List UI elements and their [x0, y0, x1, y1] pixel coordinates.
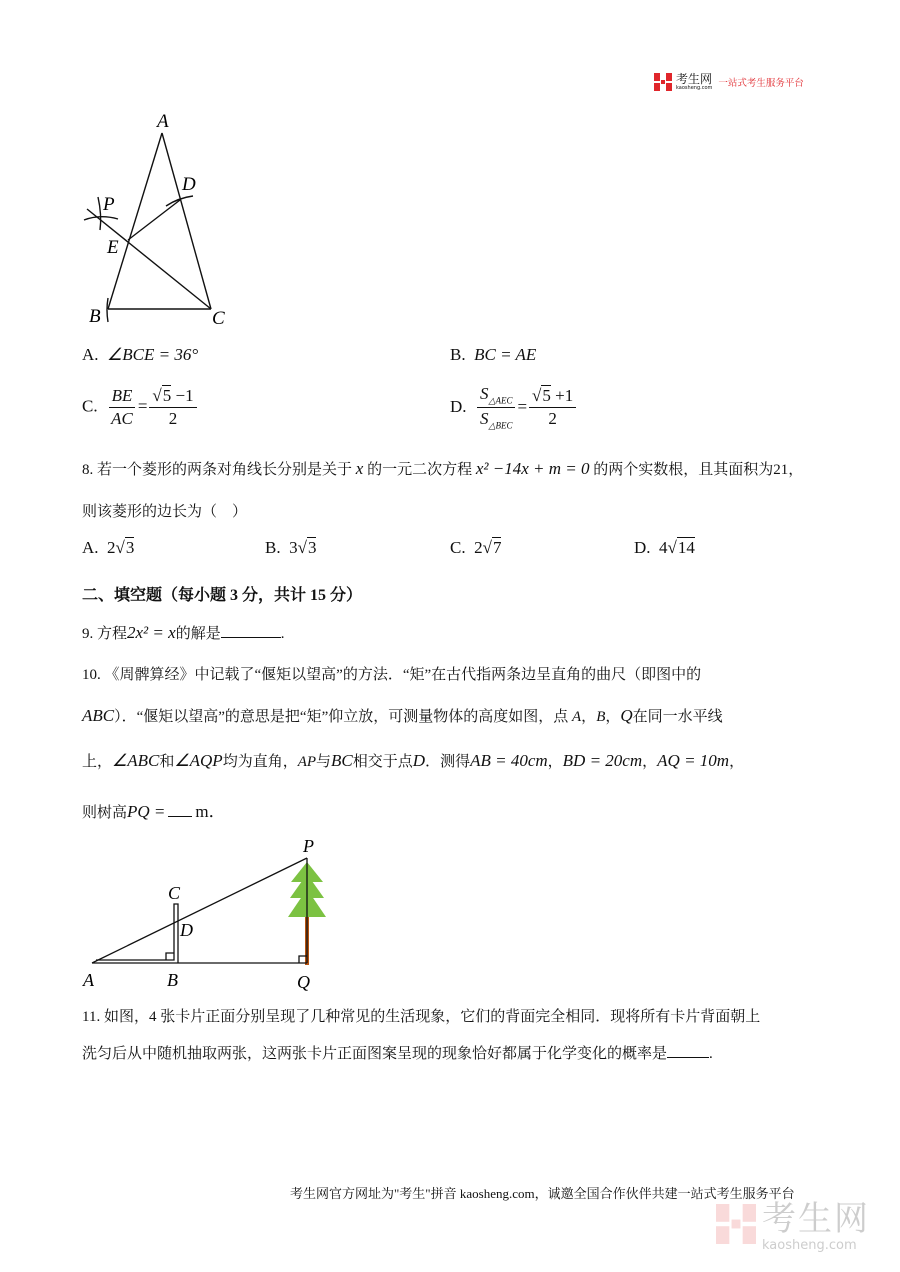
coef: 3: [289, 538, 298, 557]
option-letter: C.: [450, 538, 466, 557]
side-ab: [108, 133, 162, 309]
q10-line1: 10. 《周髀算经》中记载了“偃矩以望高”的方法．“矩”在古代指两条边呈直角的曲尺（即图中的: [82, 667, 702, 683]
math: B: [596, 709, 606, 725]
triangle-figure: [0, 0, 300, 340]
arc-p2: [98, 197, 101, 230]
text: 则树高: [82, 805, 128, 821]
text: 相交于点: [352, 754, 413, 770]
subscript: △BEC: [488, 420, 513, 431]
text: 上，: [82, 754, 113, 770]
math: BC: [331, 751, 353, 770]
q8-option-b: B. 3√3: [265, 538, 317, 557]
option-letter: A.: [82, 345, 99, 364]
arc-b: [107, 298, 108, 322]
fraction: [108, 386, 136, 429]
option-letter: B.: [265, 538, 281, 557]
radicand: 3: [307, 538, 317, 557]
q8-option-a: A. 2√3: [82, 538, 135, 557]
equation: x² −14x + m = 0: [475, 459, 590, 478]
watermark-en: kaosheng.com: [762, 1238, 857, 1253]
section-title: 二、填空题（每小题 3 分，共计 15 分）: [82, 587, 363, 604]
math: PQ =: [127, 802, 166, 821]
math: ∠AQP: [174, 751, 223, 770]
text: 在同一水平线: [632, 709, 723, 725]
radicand: 5: [542, 386, 551, 406]
answer-blank[interactable]: [168, 802, 192, 817]
denominator: 2: [548, 409, 557, 429]
q10-line2: ABC）．“偃矩以望高”的意思是把“矩”仰立放，可测量物体的高度如图，点 A，B，Q在同一水平线: [82, 706, 723, 725]
text: 洗匀后从中随机抽取两张，这两张卡片正面图案呈现的现象恰好都属于化学变化的概率是: [82, 1046, 668, 1062]
option-letter: D.: [634, 538, 651, 557]
option-letter: C.: [82, 396, 98, 416]
text: ．测得: [425, 754, 471, 770]
label-a: A: [157, 111, 169, 132]
label-c: C: [168, 883, 181, 903]
label-b: B: [89, 306, 101, 327]
option-letter: B.: [450, 345, 466, 364]
footer-text: 考生网官方网址为"考生"拼音 kaosheng.com，诚邀全国合作伙伴共建一站式考生服务平台: [290, 1186, 795, 1201]
label-q: Q: [297, 972, 310, 992]
text: 和: [159, 754, 175, 770]
numerator: BE: [109, 386, 136, 408]
q8-line1: [82, 458, 803, 479]
coef: 2: [474, 538, 483, 557]
q8-option-d: D. 4√14: [634, 538, 695, 557]
math: Q: [620, 706, 633, 725]
label-p: P: [303, 836, 314, 856]
tree-height-figure: [0, 820, 360, 1000]
area-symbol: S: [480, 384, 489, 403]
text: ）．“偃矩以望高”的意思是把“矩”仰立放，可测量物体的高度如图，点: [114, 709, 569, 725]
math: AP: [297, 754, 317, 770]
q10-line4: [82, 797, 226, 822]
radicand: 3: [125, 538, 135, 557]
label-a: A: [83, 970, 94, 990]
text: .: [709, 1046, 713, 1062]
watermark-cn: 考生网: [762, 1199, 870, 1239]
math: BD = 20cm: [562, 751, 643, 770]
radicand: 7: [492, 538, 502, 557]
text: .: [280, 626, 285, 642]
fraction: $\frac{√5 -1}{2}$: [149, 386, 196, 429]
answer-blank[interactable]: [667, 1043, 709, 1058]
math: D: [412, 751, 426, 770]
label-p: P: [103, 194, 115, 215]
kaosheng-logo-icon: [654, 73, 672, 91]
option-letter: D.: [450, 396, 467, 416]
text: 的解是: [175, 626, 221, 642]
math: AB = 40cm: [470, 751, 548, 770]
math: A: [572, 709, 582, 725]
logo-text-cn: 考生网: [676, 71, 713, 86]
q11-line1: 11. 如图，4 张卡片正面分别呈现了几种常见的生活现象，它们的背面完全相同．现将所有卡片背面朝上: [82, 1009, 761, 1025]
watermark-logo-icon: [716, 1200, 756, 1248]
q10-line3: 上，∠ABC和∠AQP均为直角，AP与BC相交于点D．测得AB = 40cm，BD = 20cm，AQ = 10m，: [82, 751, 745, 770]
math: AQ = 10m: [657, 751, 730, 770]
text: 的两个实数根，且其面积为21，: [593, 462, 804, 478]
option-letter: A.: [82, 538, 99, 557]
text: m．: [195, 802, 226, 821]
side-ac: [162, 133, 211, 309]
text: 9. 方程: [82, 626, 128, 642]
fraction: [477, 384, 515, 432]
math: ∠ABC: [112, 751, 160, 770]
q8-option-c: C. 2√7: [450, 538, 502, 557]
subscript: △AEC: [488, 395, 513, 406]
q7-option-b: [450, 345, 536, 365]
denominator: AC: [111, 409, 133, 428]
label-b: B: [167, 970, 178, 990]
option-text: ∠BCE = 36°: [107, 345, 199, 364]
equation: 2x² = x: [127, 623, 176, 642]
numerator-rest: −1: [171, 386, 194, 405]
header-slogan: 一站式考生服务平台: [718, 78, 804, 89]
denominator: 2: [168, 409, 178, 428]
q7-option-c: C. $\frac{BE}{AC}$ = $\frac{√5 -1}{2}$: [82, 386, 199, 429]
logo-text-en: kaosheng.com: [676, 84, 713, 91]
text: 8. 若一个菱形的两条对角线长分别是关于: [82, 462, 353, 478]
radicand: 5: [162, 386, 172, 405]
fraction: $\frac{√5 +1}{2}$: [529, 386, 576, 429]
radicand: 14: [677, 538, 695, 557]
q11-line2: [82, 1042, 713, 1063]
header-logo: [654, 73, 804, 91]
math: ABC: [82, 706, 115, 725]
label-c: C: [212, 308, 225, 329]
option-text: BC = AE: [474, 345, 537, 364]
label-e: E: [107, 237, 119, 258]
text: 的一元二次方程: [367, 462, 473, 478]
right-angle-b: [166, 953, 174, 960]
coef: 2: [107, 538, 116, 557]
math: x: [355, 459, 364, 478]
label-d: D: [182, 174, 196, 195]
q8-line2: 则该菱形的边长为（ ）: [82, 504, 248, 520]
text: 与: [316, 754, 332, 770]
q7-option-a: [82, 345, 198, 365]
answer-blank[interactable]: [221, 623, 281, 638]
watermark: [716, 1200, 870, 1253]
area-symbol: S: [480, 409, 489, 429]
line-ap: [92, 858, 307, 963]
q7-option-d: D. $\frac{S_{\triangle AEC}}{S_{\triangle BEC}}$ = $\frac{√5 +1}{2}$: [450, 384, 578, 432]
coef: 4: [659, 538, 668, 557]
text: 均为直角，: [222, 754, 298, 770]
label-d: D: [180, 920, 193, 940]
q9: [82, 622, 284, 643]
numerator-rest: +1: [550, 386, 574, 406]
